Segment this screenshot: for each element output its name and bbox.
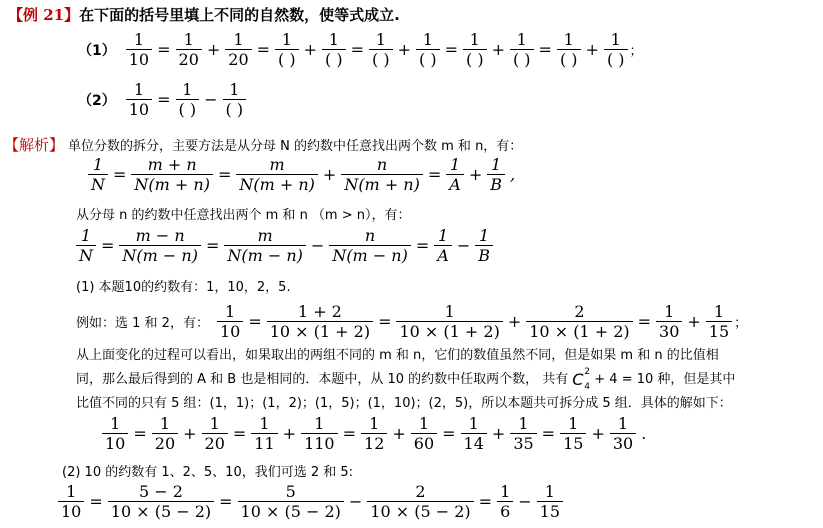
fraction [238, 482, 344, 521]
denominator: N [91, 175, 105, 194]
analysis-line-2: 从分母 n 的约数中任意找出两个 m 和 n （m > n），有： [76, 208, 411, 223]
fraction [369, 30, 393, 69]
numerator: 1 [233, 30, 244, 49]
fraction [176, 80, 200, 119]
numerator: 1 [444, 302, 455, 321]
denominator: 15 [539, 502, 561, 521]
fraction [411, 414, 437, 453]
numerator: 1 [664, 302, 675, 321]
operator: − [310, 236, 325, 255]
fraction [88, 155, 108, 194]
denominator: ( ) [372, 50, 390, 69]
example-label: 【例 21】 [8, 6, 80, 24]
numerator: 1 [491, 155, 502, 174]
operator: − [456, 236, 471, 255]
numerator: 1 [92, 155, 104, 174]
denominator: 10 [61, 502, 82, 521]
fraction [102, 414, 128, 453]
fraction [126, 30, 152, 69]
operator: = [217, 165, 232, 184]
operator: = [248, 312, 262, 331]
numerator: m − n [135, 226, 185, 245]
operator: = [427, 165, 442, 184]
fraction [176, 30, 202, 69]
denominator: 10 × (1 + 2) [269, 322, 371, 341]
operator: = [232, 424, 247, 443]
numerator: 1 [209, 414, 220, 433]
denominator: ( ) [559, 50, 578, 69]
operator: + [183, 424, 197, 443]
numerator: 1 [225, 302, 236, 321]
denominator: 60 [413, 434, 435, 453]
operator: + [585, 40, 599, 59]
operator: = [157, 90, 171, 109]
denominator: 20 [154, 434, 176, 453]
numerator: m + n [147, 155, 197, 174]
operator: = [113, 165, 127, 184]
fraction [497, 482, 513, 521]
operator: . [641, 424, 647, 443]
denominator: 30 [612, 434, 634, 453]
numerator: 1 [229, 80, 240, 99]
numerator: 5 [285, 482, 296, 501]
numerator: 1 [314, 414, 325, 433]
fraction [537, 482, 563, 521]
fraction [656, 302, 682, 341]
denominator: N(m − n) [227, 246, 303, 265]
fraction [251, 414, 277, 453]
fraction [236, 155, 318, 194]
operator: = [378, 312, 392, 331]
formula-difference [74, 226, 495, 265]
operator: − [204, 90, 218, 109]
denominator: 12 [364, 434, 385, 453]
numerator: 1 [375, 30, 386, 49]
denominator: ( ) [325, 50, 343, 69]
numerator: 1 [183, 30, 194, 49]
operator: + [397, 40, 411, 59]
numerator: 1 [479, 226, 490, 245]
fraction [301, 414, 338, 453]
denominator: 20 [228, 50, 249, 69]
denominator: 20 [178, 50, 199, 69]
operator: + [282, 424, 297, 443]
formula-sum [86, 155, 518, 194]
fraction [322, 30, 346, 69]
numerator: 1 [518, 414, 529, 433]
denominator: 10 [128, 100, 150, 119]
fraction [225, 30, 251, 69]
operator: + [322, 165, 337, 184]
operator: , [510, 165, 516, 184]
fraction [217, 302, 243, 341]
operator: = [219, 492, 233, 511]
analysis-label: 【解析】 [4, 136, 65, 154]
denominator: ( ) [606, 50, 625, 69]
decomposition-list [100, 414, 649, 453]
numerator: 1 [159, 414, 171, 433]
fraction [487, 155, 505, 194]
denominator: ( ) [178, 100, 197, 119]
numerator: 1 [281, 30, 292, 49]
analysis-intro [4, 134, 522, 155]
fraction [434, 226, 452, 265]
denominator: 30 [659, 322, 680, 341]
denominator: 6 [500, 502, 511, 521]
numerator: 1 [110, 414, 121, 433]
operator: + [468, 165, 483, 184]
fraction [610, 414, 636, 453]
denominator: B [478, 246, 490, 265]
combination-symbol: C 2 4 [572, 367, 591, 392]
denominator: 20 [204, 434, 225, 453]
denominator: 14 [463, 434, 484, 453]
operator: − [348, 492, 363, 511]
numerator: 1 [182, 80, 193, 99]
fraction [119, 226, 201, 265]
operator: = [541, 424, 556, 443]
fraction [131, 155, 213, 194]
numerator: 1 [259, 414, 270, 433]
numerator: 1 [133, 80, 145, 99]
fraction [510, 414, 536, 453]
denominator: N [79, 246, 93, 265]
numerator: 1 [66, 482, 77, 501]
denominator: 10 [105, 434, 126, 453]
numerator: m [257, 226, 273, 245]
part-2-divisors: (2) 10 的约数有 1、2、5、10，我们可选 2 和 5: [62, 465, 354, 480]
numerator: 1 [563, 30, 574, 49]
operator: = [637, 312, 652, 331]
denominator: 15 [708, 322, 730, 341]
operator: = [205, 236, 220, 255]
operator: = [101, 236, 115, 255]
operator: = [342, 424, 357, 443]
numerator: m [269, 155, 285, 174]
fraction [76, 226, 96, 265]
operator: = [89, 492, 103, 511]
fraction [341, 155, 423, 194]
operator: + [687, 312, 701, 331]
fraction [604, 30, 628, 69]
denominator: 10 × (5 − 2) [110, 502, 212, 521]
operator: = [256, 40, 271, 59]
denominator: N(m − n) [122, 246, 198, 265]
denominator: 35 [513, 434, 534, 453]
fraction [475, 226, 493, 265]
fraction [461, 414, 487, 453]
q1-label: （1） [78, 42, 116, 59]
denominator: 11 [254, 434, 275, 453]
q2-label: （2） [78, 92, 116, 109]
numerator: 1 [80, 226, 92, 245]
numerator: n [364, 226, 376, 245]
fraction [706, 302, 732, 341]
fraction [267, 302, 373, 341]
part-1-divisors: (1) 本题10的约数有：1，10，2，5. [76, 280, 291, 295]
numerator: 5 − 2 [138, 482, 183, 501]
denominator: N(m + n) [239, 175, 315, 194]
numerator: 1 [500, 482, 511, 501]
fraction [396, 302, 502, 341]
denominator: ( ) [512, 50, 531, 69]
operator: = [350, 40, 365, 59]
fraction [557, 30, 581, 69]
denominator: 10 × (5 − 2) [370, 502, 471, 521]
operator: = [538, 40, 552, 59]
numerator: 1 [449, 155, 461, 174]
operator: = [442, 424, 456, 443]
numerator: n [376, 155, 388, 174]
question-2 [78, 80, 248, 119]
formula-part-2 [56, 482, 565, 521]
fraction [463, 30, 487, 69]
numerator: 1 [422, 30, 433, 49]
operator: + [392, 424, 406, 443]
fraction [361, 414, 387, 453]
operator: + [591, 424, 605, 443]
numerator: 1 [437, 226, 449, 245]
explanation-paragraph: 从上面变化的过程可以看出，如果取出的两组不同的 m 和 n，它们的数值虽然不同，但是如果 m 和 n 的比值相 同，那么最后得到的 A 和 B 也是相同的．本题中，从 10 的约数中任取两个数， 共有 C 2 4 + 4 = 10 种，但是其中 比值不同的只有 5 组：(1，1)；(1，2)；(1，5)；(1，10)；(2，5)，所以本题共可拆分成 5 组．具体的解如下： [76, 348, 736, 411]
operator: + [491, 424, 506, 443]
denominator: N(m + n) [344, 175, 420, 194]
numerator: 1 [369, 414, 380, 433]
fraction [152, 414, 178, 453]
fraction [416, 30, 440, 69]
fraction [367, 482, 473, 521]
operator: = [415, 236, 430, 255]
numerator: 2 [415, 482, 426, 501]
denominator: 10 × (1 + 2) [399, 322, 500, 341]
numerator: 1 [418, 414, 430, 433]
numerator: 2 [574, 302, 585, 321]
denominator: ( ) [278, 50, 296, 69]
denominator: ( ) [465, 50, 484, 69]
numerator: 1 [617, 414, 629, 433]
operator: + [507, 312, 522, 331]
numerator: 1 + 2 [297, 302, 342, 321]
numerator: 1 [133, 30, 145, 49]
denominator: B [490, 175, 502, 194]
denominator: ( ) [225, 100, 244, 119]
fraction [202, 414, 228, 453]
operator: = [157, 40, 171, 59]
denominator: 10 [128, 50, 150, 69]
example-header [8, 4, 400, 25]
operator: + [491, 40, 505, 59]
denominator: 10 × (5 − 2) [240, 502, 341, 521]
numerator: 1 [568, 414, 579, 433]
operator: + [303, 40, 318, 59]
denominator: A [437, 246, 449, 265]
fraction [126, 80, 152, 119]
fraction [329, 226, 411, 265]
numerator: 1 [516, 30, 527, 49]
operator: = [478, 492, 493, 511]
analysis-intro-text: 单位分数的拆分，主要方法是从分母 N 的约数中任意找出两个数 m 和 n，有： [68, 139, 523, 154]
denominator: 110 [304, 434, 335, 453]
denominator: A [449, 175, 461, 194]
numerator: 1 [713, 302, 725, 321]
fraction [510, 30, 534, 69]
operator: = [444, 40, 458, 59]
denominator: N(m + n) [134, 175, 210, 194]
numerator: 1 [328, 30, 339, 49]
example-formula: 例如：选 1 和 2，有： $\frac{1}{10}$ = $\frac{1 + 2}{10 \times (1 + 2)}$ = $\frac{1}{10 \times (1 + 2)}$ + $\frac{2}{10 \times (1 + 2)}$ = $\frac{1}{30}$ + $\frac{1}{15}$ ； [76, 302, 748, 341]
question-1: （1） $\frac{1}{10}$ = $\frac{1}{20}$ + $\frac{1}{20}$ = $\frac{1}{( )}$ + $\frac{1}{( )}$ = $\frac{1}{( )}$ + $\frac{1}{( )}$ = $\frac{1}{( )}$ + $\frac{1}{( )}$ = $\frac{1}{( )}$ + $\frac{1}{( )}$ ； [78, 30, 643, 69]
numerator: 1 [544, 482, 555, 501]
operator: − [518, 492, 532, 511]
numerator: 1 [468, 414, 479, 433]
denominator: 10 × (1 + 2) [529, 322, 630, 341]
fraction [560, 414, 586, 453]
fraction [526, 302, 632, 341]
fraction [108, 482, 214, 521]
denominator: N(m − n) [332, 246, 408, 265]
operator: = [133, 424, 147, 443]
operator: + [206, 40, 221, 59]
example-prompt: 在下面的括号里填上不同的自然数，使等式成立. [79, 6, 400, 24]
fraction [58, 482, 84, 521]
denominator: 15 [563, 434, 584, 453]
denominator: ( ) [419, 50, 437, 69]
fraction [446, 155, 464, 194]
numerator: 1 [469, 30, 480, 49]
fraction [224, 226, 306, 265]
fraction [275, 30, 299, 69]
numerator: 1 [610, 30, 621, 49]
fraction [223, 80, 247, 119]
denominator: 10 [219, 322, 241, 341]
